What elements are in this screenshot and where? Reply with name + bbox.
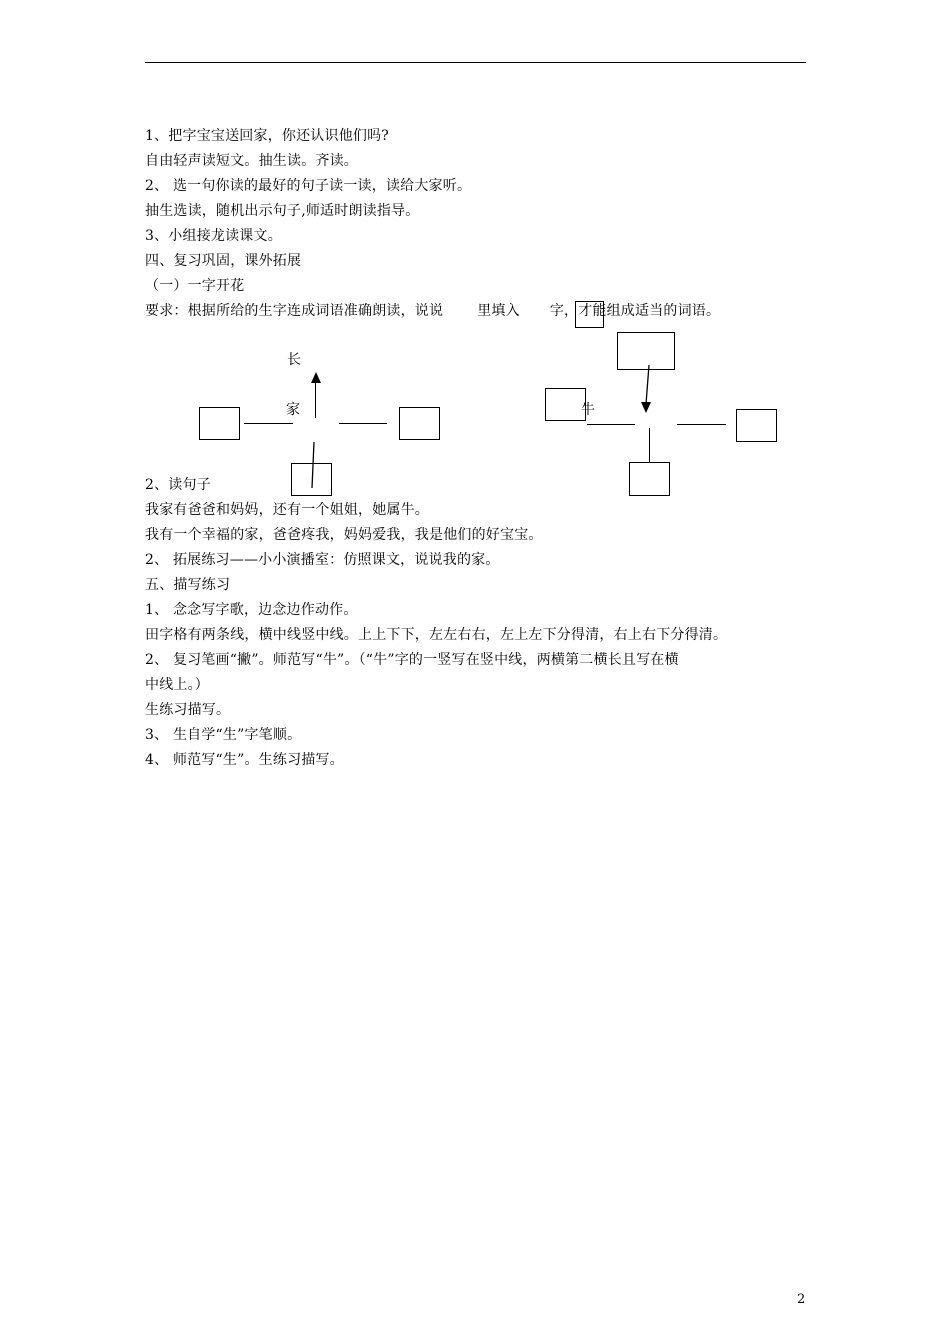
text-line: 中线上。）	[145, 677, 209, 693]
text-line: 我家有爸爸和妈妈，还有一个姐姐，她属牛。	[145, 502, 429, 518]
right-connector-east	[677, 424, 726, 425]
text-line: 2、 拓展练习——小小演播室：仿照课文，说说我的家。	[145, 552, 500, 568]
left-blank-box-west	[199, 407, 240, 440]
text-line: 2、读句子	[145, 477, 211, 493]
left-blank-box-east	[399, 407, 440, 440]
right-connector-west	[587, 424, 635, 425]
text-line: 自由轻声读短文。抽生读。齐读。	[145, 153, 358, 169]
text-line: 生练习描写。	[145, 702, 231, 718]
text-line: 3、 生自学“生”字笔顺。	[145, 727, 302, 743]
text-line: 3、小组接龙读课文。	[145, 228, 282, 244]
right-blank-box-north	[617, 332, 675, 370]
right-blank-box-east	[736, 409, 777, 442]
left-arrow-up-line	[315, 380, 316, 418]
blank-box-inline	[575, 301, 604, 328]
text-line: 抽生选读，随机出示句子,师适时朗读指导。	[145, 203, 420, 219]
right-blank-box-west	[545, 388, 586, 421]
text-line: 2、 复习笔画“撇”。师范写“牛”。（“牛”字的一竖写在竖中线，两横第二横长且写在横	[145, 652, 679, 668]
left-blank-box-south	[291, 463, 332, 496]
section-heading: 四、复习巩固，课外拓展	[145, 253, 302, 269]
header-rule	[145, 62, 806, 63]
left-center-char: 家	[286, 402, 300, 418]
right-center-char: 牛	[581, 402, 595, 418]
requirement-line	[145, 301, 720, 321]
left-connector-east	[339, 423, 387, 424]
text-line: 1、 念念写字歌，边念边作动作。	[145, 602, 358, 618]
right-arrow-head-down	[641, 402, 651, 413]
text-line: 田字格有两条线，横中线竖中线。上上下下，左左右右，左上左下分得清，右上右下分得清。	[145, 627, 728, 643]
left-connector-west	[244, 423, 293, 424]
right-blank-box-south	[629, 462, 670, 496]
requirement-middle: 里填入	[477, 303, 520, 319]
requirement-before: 要求：根据所给的生字连成词语准确朗读，说说	[145, 303, 444, 319]
left-arrow-head-up	[311, 372, 321, 383]
text-line: 我有一个幸福的家，爸爸疼我，妈妈爱我，我是他们的好宝宝。	[145, 527, 543, 543]
text-line: 2、 选一句你读的最好的句子读一读，读给大家听。	[145, 178, 472, 194]
left-top-char: 长	[287, 352, 301, 368]
right-arrow-down-line	[646, 365, 649, 404]
page-number: 2	[797, 1292, 806, 1307]
requirement-after: 字，才能组成适当的词语。	[549, 303, 721, 319]
text-line: 1、把字宝宝送回家，你还认识他们吗?	[145, 128, 390, 144]
text-line: 4、 师范写“生”。生练习描写。	[145, 752, 344, 768]
right-connector-south	[649, 428, 650, 462]
subsection-heading: （一）一字开花	[145, 278, 245, 294]
section-heading: 五、描写练习	[145, 577, 231, 593]
